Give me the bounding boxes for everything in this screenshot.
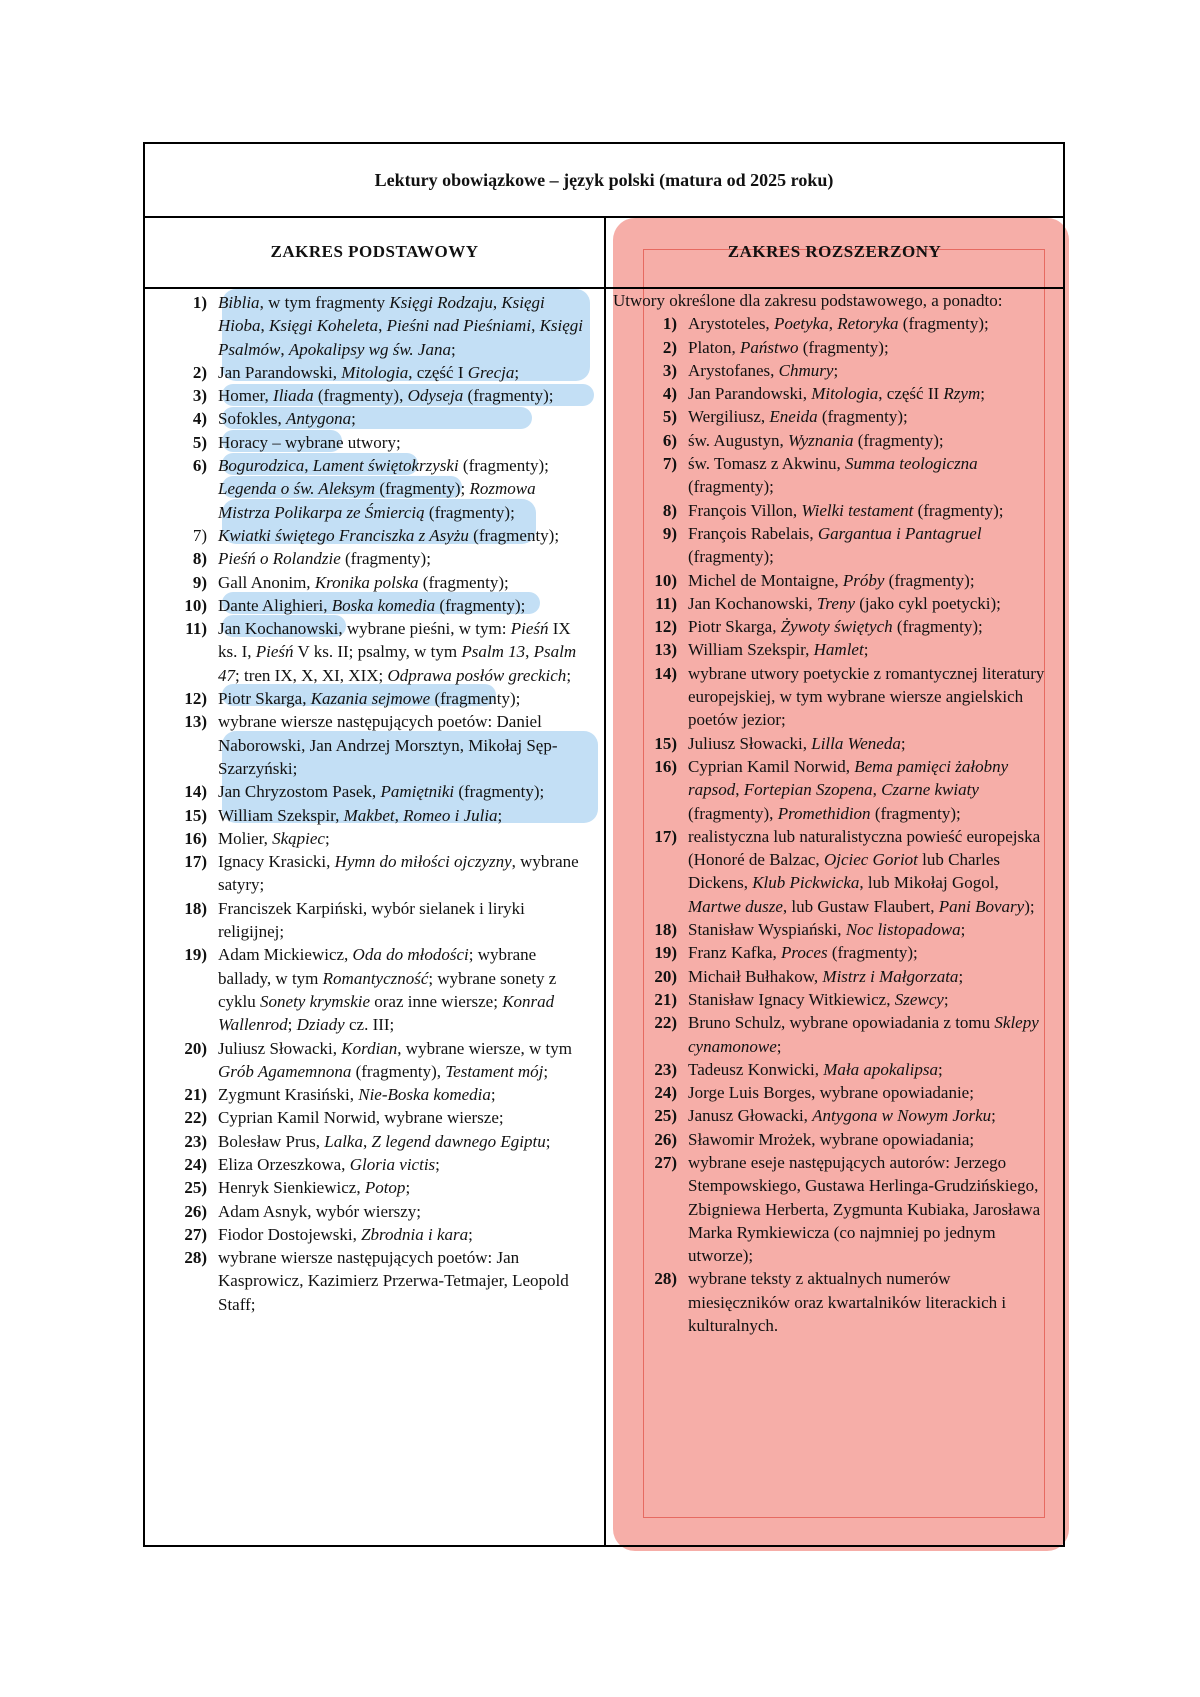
basic-item [145,687,604,710]
extended-item [613,452,1063,499]
extended-item-number: 27) [654,1152,677,1172]
extended-item-number: 20) [654,966,677,986]
extended-item-text: Sławomir Mrożek, wybrane opowiadania; [688,1129,975,1149]
basic-item-number: 14) [184,782,207,802]
extended-item [613,382,1063,405]
extended-item-text: św. Tomasz z Akwinu, Summa teologiczna (fragmenty); [688,454,978,497]
basic-item-text: Pieśń o Rolandzie (fragmenty); [218,549,431,569]
basic-item-text: Sofokles, Antygona; [218,409,356,429]
extended-item [613,1011,1063,1058]
extended-item [613,988,1063,1011]
extended-item [613,755,1063,825]
basic-item-text: Gall Anonim, Kronika polska (fragmenty); [218,572,509,592]
basic-item-text: Bogurodzica, Lament świętokrzyski (fragmenty); Legenda o św. Aleksym (fragmenty); Rozmowa Mistrza Polikarpa ze Śmiercią (fragmenty); [218,456,549,522]
extended-item-number: 18) [654,920,677,940]
basic-item-text: wybrane wiersze następujących poetów: Jan Kasprowicz, Kazimierz Przerwa-Tetmajer, Leopold Staff; [218,1248,569,1314]
extended-item [613,359,1063,382]
extended-item [613,1104,1063,1127]
extended-item-number: 9) [662,523,677,543]
basic-item-number: 23) [184,1131,207,1151]
basic-item-text: Kwiatki świętego Franciszka z Asyżu (fragmenty); [218,525,560,545]
basic-item [145,850,604,897]
basic-item [145,710,604,780]
basic-item-text: Bolesław Prus, Lalka, Z legend dawnego Egiptu; [218,1131,551,1151]
basic-item [145,1223,604,1246]
extended-item-text: Michaił Bułhakow, Mistrz i Małgorzata; [688,966,964,986]
extended-item-number: 17) [654,826,677,846]
basic-item-text: Piotr Skarga, Kazania sejmowe (fragmenty); [218,689,521,709]
basic-item-number: 7) [192,525,207,545]
basic-item-number: 12) [184,689,207,709]
extended-item-number: 28) [654,1269,677,1289]
basic-item-number: 6) [192,456,207,476]
extended-item [613,405,1063,428]
basic-item [145,407,604,430]
basic-item-text: Jan Parandowski, Mitologia, część I Grecja; [218,362,520,382]
basic-item [145,291,604,361]
basic-item-text: Eliza Orzeszkowa, Gloria victis; [218,1154,440,1174]
basic-item [145,361,604,384]
basic-item-number: 4) [192,409,207,429]
extended-item-text: wybrane utwory poetyckie z romantycznej literatury europejskiej, w tym wybrane wiersze angielskich poetów jezior; [688,663,1045,730]
extended-item-text: Juliusz Słowacki, Lilla Weneda; [688,733,906,753]
extended-item-text: Janusz Głowacki, Antygona w Nowym Jorku; [688,1106,996,1126]
basic-item-number: 19) [184,945,207,965]
extended-item [613,662,1063,732]
basic-item [145,1153,604,1176]
basic-item [145,524,604,547]
basic-item [145,827,604,850]
basic-item [145,384,604,407]
extended-item [613,965,1063,988]
extended-item-number: 13) [654,640,677,660]
basic-item-number: 18) [184,898,207,918]
basic-item [145,943,604,1036]
basic-item-text: Horacy – wybrane utwory; [218,432,401,452]
extended-item [613,522,1063,569]
extended-item-text: wybrane teksty z aktualnych numerów miesięczników oraz kwartalników literackich i kulturalnych. [688,1269,1007,1336]
extended-item-text: Jan Kochanowski, Treny (jako cykl poetycki); [688,593,1001,613]
extended-item [613,1267,1063,1337]
basic-item [145,454,604,524]
basic-item-text: Jan Chryzostom Pasek, Pamiętniki (fragmenty); [218,782,545,802]
extended-item-number: 10) [654,570,677,590]
basic-item-number: 17) [184,852,207,872]
extended-item-number: 4) [662,384,677,404]
extended-item-number: 25) [654,1106,677,1126]
basic-item-number: 15) [184,805,207,825]
extended-item-number: 23) [654,1059,677,1079]
basic-item-number: 26) [184,1201,207,1221]
basic-item [145,1130,604,1153]
basic-item [145,804,604,827]
extended-scope-column [613,289,1063,1337]
basic-item [145,1037,604,1084]
extended-item-number: 12) [654,617,677,637]
basic-item [145,547,604,570]
basic-item-number: 5) [192,432,207,452]
extended-item-number: 1) [662,314,677,334]
extended-scope-header: ZAKRES ROZSZERZONY [727,241,942,261]
extended-item-text: Franz Kafka, Proces (fragmenty); [688,943,918,963]
extended-item [613,638,1063,661]
basic-item-text: Fiodor Dostojewski, Zbrodnia i kara; [218,1224,473,1244]
basic-item-text: Adam Asnyk, wybór wierszy; [218,1201,422,1221]
basic-item-number: 1) [192,293,207,312]
basic-item-number: 3) [192,386,207,406]
basic-item-number: 9) [192,572,207,592]
extended-item-number: 16) [654,756,677,776]
extended-item-number: 15) [654,733,677,753]
basic-item-text: Juliusz Słowacki, Kordian, wybrane wiersze, w tym Grób Agamemnona (fragmenty), Testament mój; [218,1038,572,1081]
extended-item-text: François Rabelais, Gargantua i Pantagruel (fragmenty); [688,523,982,567]
extended-item-text: Wergiliusz, Eneida (fragmenty); [688,407,908,427]
basic-item-text: Biblia, w tym fragmenty Księgi Rodzaju, Księgi Hioba, Księgi Koheleta, Pieśni nad Pieśniami, Księgi Psalmów, Apokalipsy wg św. Jana; [218,293,584,359]
extended-item-number: 11) [655,593,677,613]
extended-item-text: Jan Parandowski, Mitologia, część II Rzym; [688,384,985,404]
basic-item [145,617,604,687]
basic-item-text: Henryk Sienkiewicz, Potop; [218,1178,411,1198]
extended-item-number: 26) [654,1129,677,1149]
basic-item-number: 11) [185,619,207,639]
basic-item-number: 21) [184,1085,207,1105]
basic-item-number: 28) [184,1248,207,1268]
extended-item [613,592,1063,615]
extended-item [613,1058,1063,1081]
table-title: Lektury obowiązkowe – język polski (matura od 2025 roku) [145,144,1063,218]
extended-item-number: 14) [654,663,677,683]
extended-item-text: Cyprian Kamil Norwid, Bema pamięci żałobny rapsod, Fortepian Szopena, Czarne kwiaty (fragmenty), Promethidion (fragmenty); [688,756,1009,823]
basic-item-text: William Szekspir, Makbet, Romeo i Julia; [218,805,503,825]
extended-item-text: Piotr Skarga, Żywoty świętych (fragmenty); [688,617,983,637]
extended-item-text: Stanisław Wyspiański, Noc listopadowa; [688,920,966,940]
extended-item-text: wybrane eseje następujących autorów: Jerzego Stempowskiego, Gustawa Herlinga-Grudzińskiego, Zbigniewa Herberta, Zygmunta Kubiaka, Jarosława Marka Rymkiewicza (co najmniej po jednym utworze); [688,1152,1041,1266]
extended-item [613,1081,1063,1104]
extended-item [613,499,1063,522]
extended-item [613,732,1063,755]
column-divider [604,216,606,1545]
extended-item-text: św. Augustyn, Wyznania (fragmenty); [688,430,944,450]
extended-item-text: Bruno Schulz, wybrane opowiadania z tomu Sklepy cynamonowe; [688,1013,1039,1056]
basic-item [145,780,604,803]
extended-item-text: William Szekspir, Hamlet; [688,640,869,660]
extended-item-text: Arystoteles, Poetyka, Retoryka (fragmenty); [688,314,989,334]
extended-item-number: 19) [654,943,677,963]
extended-item [613,825,1063,918]
extended-item [613,336,1063,359]
extended-item-text: Platon, Państwo (fragmenty); [688,337,889,357]
basic-item-number: 2) [192,362,207,382]
basic-item-text: Dante Alighieri, Boska komedia (fragmenty); [218,595,526,615]
extended-item-number: 21) [654,989,677,1009]
basic-item [145,897,604,944]
extended-scope-list [613,312,1063,1337]
basic-item [145,431,604,454]
extended-item [613,312,1063,335]
basic-item-number: 22) [184,1108,207,1128]
basic-item [145,571,604,594]
basic-item-text: wybrane wiersze następujących poetów: Daniel Naborowski, Jan Andrzej Morsztyn, Mikołaj Sęp-Szarzyński; [218,712,558,778]
extended-item-number: 3) [662,360,677,380]
extended-item-number: 6) [662,430,677,450]
basic-item-number: 20) [184,1038,207,1058]
basic-item [145,1200,604,1223]
basic-item-number: 8) [192,549,207,569]
basic-item-text: Cyprian Kamil Norwid, wybrane wiersze; [218,1108,504,1128]
basic-item-number: 10) [184,595,207,615]
extended-item [613,1151,1063,1267]
basic-item-text: Jan Kochanowski, wybrane pieśni, w tym: Pieśń IX ks. I, Pieśń V ks. II; psalmy, w tym Psalm 13, Psalm 47; tren IX, X, XI, XIX; Odprawa posłów greckich; [218,619,577,685]
reading-list-table [143,142,1065,1547]
extended-item-number: 22) [654,1013,677,1033]
extended-item [613,569,1063,592]
extended-item-text: Stanisław Ignacy Witkiewicz, Szewcy; [688,989,949,1009]
basic-item [145,1083,604,1106]
extended-item-text: realistyczna lub naturalistyczna powieść europejska (Honoré de Balzac, Ojciec Goriot lub Charles Dickens, Klub Pickwicka, lub Mikołaj Gogol, Martwe dusze, lub Gustaw Flaubert, Pani Bovary); [688,826,1041,916]
extended-item-text: Arystofanes, Chmury; [688,360,839,380]
extended-item-text: Tadeusz Konwicki, Mała apokalipsa; [688,1059,943,1079]
basic-item-text: Adam Mickiewicz, Oda do młodości; wybrane ballady, w tym Romantyczność; wybrane sonety z cyklu Sonety krymskie oraz inne wiersze; Konrad Wallenrod; Dziady cz. III; [218,945,557,1035]
extended-item [613,615,1063,638]
basic-item-number: 27) [184,1224,207,1244]
extended-item-number: 2) [662,337,677,357]
basic-item-text: Franciszek Karpiński, wybór sielanek i liryki religijnej; [218,898,525,942]
basic-item-text: Homer, Iliada (fragmenty), Odyseja (fragmenty); [218,386,554,406]
extended-item [613,1128,1063,1151]
basic-scope-header: ZAKRES PODSTAWOWY [270,241,479,261]
basic-item-text: Ignacy Krasicki, Hymn do miłości ojczyzny, wybrane satyry; [218,852,579,895]
extended-item-number: 24) [654,1083,677,1103]
basic-item-number: 25) [184,1178,207,1198]
extended-item [613,429,1063,452]
extended-item [613,941,1063,964]
basic-item-number: 13) [184,712,207,732]
extended-item [613,918,1063,941]
extended-item-number: 7) [662,454,677,474]
basic-item [145,1106,604,1129]
extended-item-number: 8) [662,500,677,520]
basic-item [145,1176,604,1199]
basic-item [145,1246,604,1316]
basic-item-text: Zygmunt Krasiński, Nie-Boska komedia; [218,1085,496,1105]
extended-scope-intro: Utwory określone dla zakresu podstawowego, a ponadto: [613,291,1003,310]
extended-item-text: François Villon, Wielki testament (fragmenty); [688,500,1004,520]
extended-item-text: Michel de Montaigne, Próby (fragmenty); [688,570,975,590]
basic-item-number: 24) [184,1154,207,1174]
extended-item-text: Jorge Luis Borges, wybrane opowiadanie; [688,1083,974,1103]
basic-item [145,594,604,617]
basic-item-text: Molier, Skąpiec; [218,828,330,848]
basic-scope-list [145,291,604,1316]
extended-item-number: 5) [662,407,677,427]
basic-item-number: 16) [184,828,207,848]
